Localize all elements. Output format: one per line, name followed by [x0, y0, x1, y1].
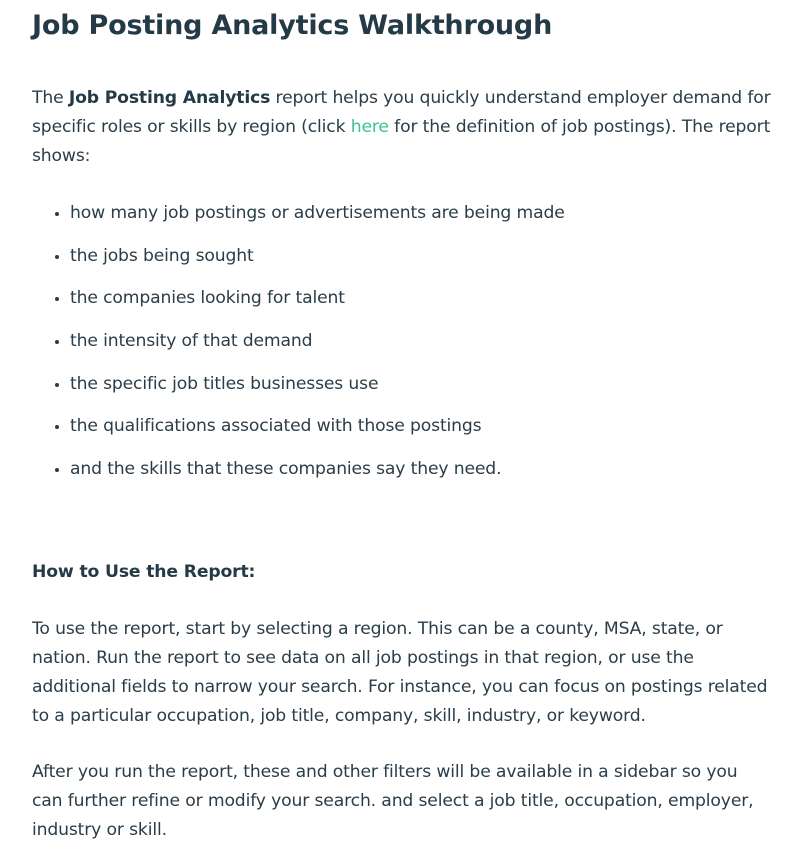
list-item: • the intensity of that demand — [70, 327, 772, 356]
intro-paragraph — [32, 84, 772, 171]
list-item: • and the skills that these companies say they need. — [70, 455, 772, 484]
list-item: • the companies looking for talent — [70, 284, 772, 313]
definition-link[interactable]: here — [350, 117, 389, 137]
intro-tail-text: for the definition of job postings). The report shows: — [32, 117, 771, 166]
usage-paragraph: To use the report, start by selecting a region. This can be a county, MSA, state, or nation. Run the report to see data on all job postings in that region, or use the additional fields to narrow your search. For instance, you can focus on postings related to a particular occupation, job title, company, skill, industry, or keyword. — [32, 619, 768, 727]
page-title: Job Posting Analytics Walkthrough — [32, 10, 553, 41]
list-item: • the qualifications associated with those postings — [70, 412, 772, 441]
report-features-list — [32, 199, 772, 484]
intro-middle-text: report helps you quickly understand employer demand for specific roles or skills by region (click — [32, 88, 771, 137]
intro-lead-text: The — [32, 88, 69, 108]
section-heading: How to Use the Report: — [32, 562, 256, 583]
list-item: • the jobs being sought — [70, 242, 772, 271]
filters-paragraph: After you run the report, these and other filters will be available in a sidebar so you can further refine or modify your search. and select a job title, occupation, employer, industry or skill. — [32, 762, 754, 841]
report-name-bold: Job Posting Analytics — [68, 88, 271, 108]
list-item: • how many job postings or advertisements are being made — [70, 199, 772, 228]
list-item: • the specific job titles businesses use — [70, 370, 772, 399]
